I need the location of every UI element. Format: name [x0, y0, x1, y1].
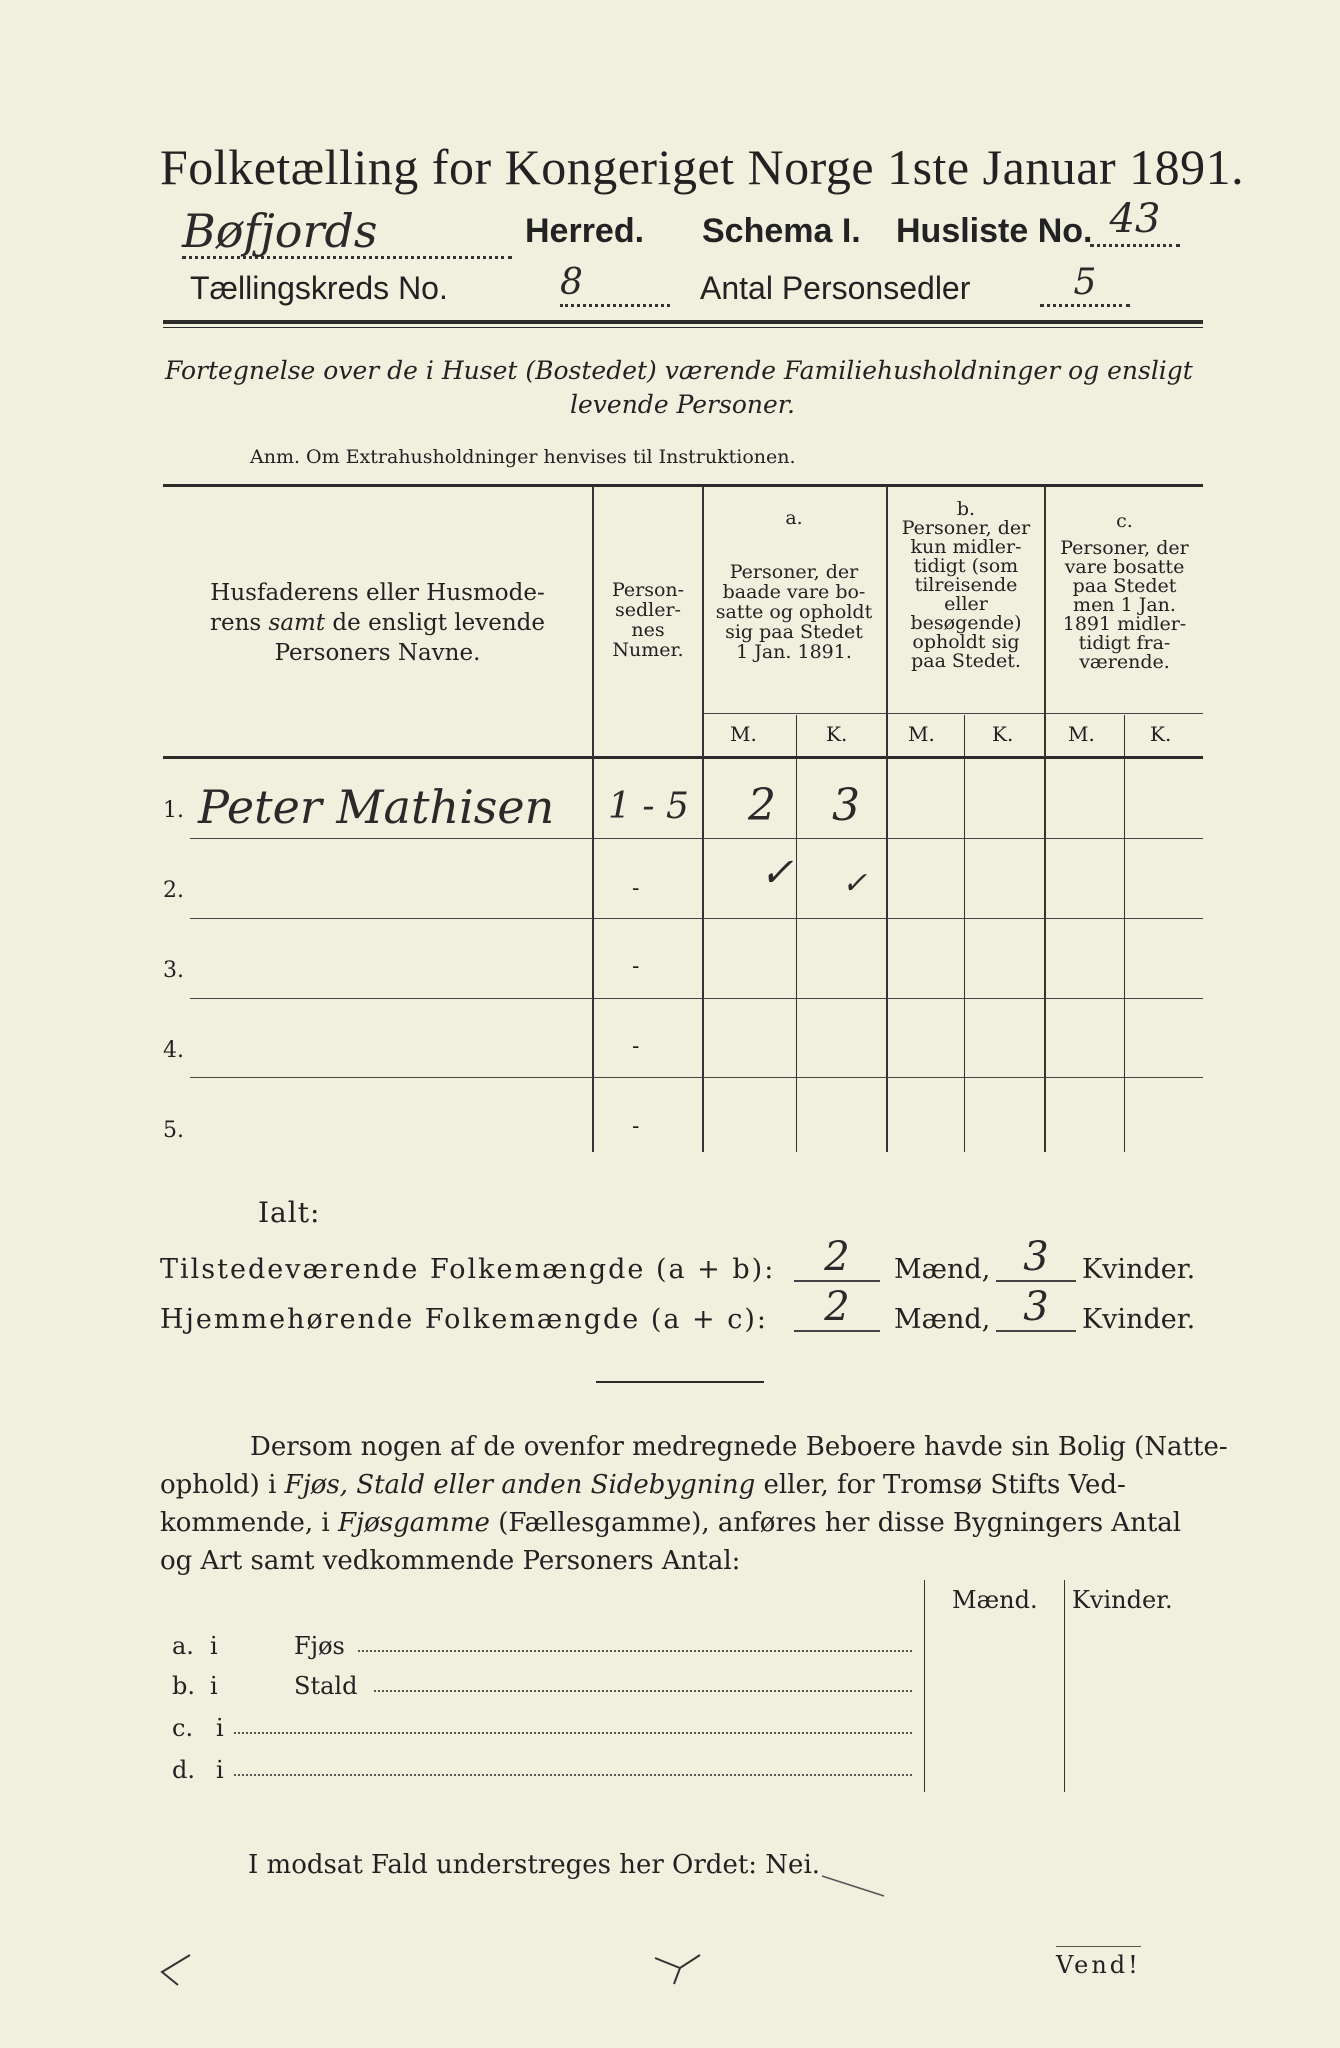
- col-name-header: Husfaderens eller Husmode- rens samt de ensligt levende Personers Navne.: [209, 580, 546, 666]
- row-rule: [190, 1077, 1203, 1078]
- col-divider-mk: [1124, 715, 1125, 1152]
- herred-label: Herred.: [525, 212, 645, 250]
- hjemme-maend-label: Mænd,: [894, 1304, 991, 1335]
- table-top-rule: [163, 484, 1203, 487]
- bolig-para-line1: Dersom nogen af de ovenfor medregnede Beboere havde sin Bolig (Natte-: [250, 1432, 1228, 1462]
- kreds-number: 8: [560, 262, 670, 307]
- tilstede-label: Tilstedeværende Folkemængde (a + b):: [160, 1254, 776, 1285]
- row-rule: [190, 918, 1203, 919]
- col-b-m: M.: [908, 722, 935, 746]
- bolig-dots: [234, 1774, 912, 1776]
- table-head-rule: [163, 756, 1203, 759]
- col-c-k: K.: [1150, 722, 1172, 746]
- person-name: Peter Mathisen: [198, 780, 555, 834]
- col-divider: [592, 486, 594, 1152]
- col-c-m: M.: [1068, 722, 1095, 746]
- person-number: 1 - 5: [608, 786, 689, 827]
- person-number: -: [632, 876, 640, 901]
- bolig-para-line2: ophold) i Fjøs, Stald eller anden Sidebygning eller, for Tromsø Stifts Ved-: [160, 1470, 1126, 1500]
- herred-value: Bøfjords: [182, 204, 512, 259]
- antal-label: Antal Personsedler: [700, 270, 971, 306]
- person-number: -: [632, 954, 640, 979]
- bolig-letter: b.: [172, 1672, 195, 1700]
- col-c-header: c. Personer, der vare bosatte paa Stedet men 1 Jan. 1891 midler- tidigt fra- værende.: [1060, 510, 1189, 673]
- pencil-mark-icon: [650, 1950, 710, 1990]
- pencil-stroke-icon: [820, 1872, 890, 1902]
- tilstede-kvinder-label: Kvinder.: [1082, 1254, 1196, 1285]
- bolig-para-line3: kommende, i Fjøsgamme (Fællesgamme), anføres her disse Bygningers Antal: [160, 1508, 1182, 1538]
- bolig-kvinder-header: Kvinder.: [1072, 1586, 1173, 1614]
- hjemme-label: Hjemmehørende Folkemængde (a + c):: [160, 1304, 768, 1335]
- tilstede-kvinder-value: 3: [996, 1234, 1076, 1282]
- bolig-i: i: [216, 1756, 224, 1784]
- a-k-value: 3: [832, 780, 860, 831]
- col-a-header: a. Personer, der baade vare bo- satte og opholdt sig paa Stedet 1 Jan. 1891.: [715, 507, 873, 663]
- kreds-label: Tællingskreds No.: [190, 270, 448, 306]
- pencil-mark-icon: [150, 1950, 210, 1990]
- bolig-letter: d.: [172, 1756, 195, 1784]
- hjemme-kvinder-label: Kvinder.: [1082, 1304, 1196, 1335]
- header-rule-thin: [163, 327, 1203, 328]
- bolig-dots: [358, 1650, 912, 1652]
- intro-line1: Fortegnelse over de i Huset (Bostedet) værende Familiehusholdninger og ensligt: [165, 356, 1193, 385]
- schema-label: Schema I.: [702, 212, 861, 250]
- row-number: 5.: [163, 1118, 184, 1143]
- bolig-i: i: [210, 1632, 218, 1660]
- header-rule: [163, 320, 1203, 324]
- col-a-k: K.: [826, 722, 848, 746]
- vend-label: Vend!: [1056, 1946, 1141, 1979]
- anm-note: Anm. Om Extrahusholdninger henvises til Instruktionen.: [250, 446, 796, 468]
- bolig-col-divider: [924, 1580, 925, 1792]
- nei-instruction: I modsat Fald understreges her Ordet: Nei.: [248, 1850, 821, 1880]
- bolig-i: i: [210, 1672, 218, 1700]
- ialt-label: Ialt:: [258, 1196, 321, 1229]
- tilstede-maend-value: 2: [794, 1234, 880, 1282]
- person-number: -: [632, 1034, 640, 1059]
- bolig-dots: [234, 1732, 912, 1734]
- bolig-letter: a.: [172, 1632, 194, 1660]
- col-b-header: b. Personer, der kun midler- tidigt (som tilreisende eller besøgende) opholdt sig paa Stedet.: [901, 498, 1031, 672]
- mk-rule: [703, 713, 1203, 714]
- row-number: 4.: [163, 1038, 184, 1063]
- row-number: 3.: [163, 958, 184, 983]
- row-rule: [190, 998, 1203, 999]
- form-title: Folketælling for Kongeriget Norge 1ste Januar 1891.: [160, 139, 1245, 195]
- col-divider-mk: [964, 715, 965, 1152]
- bolig-i: i: [216, 1714, 224, 1742]
- tilstede-maend-label: Mænd,: [894, 1254, 991, 1285]
- row-number: 1.: [163, 798, 184, 823]
- husliste-label: Husliste No.: [896, 212, 1093, 250]
- bolig-col-divider: [1064, 1580, 1065, 1792]
- bolig-maend-header: Mænd.: [952, 1586, 1038, 1614]
- a-m-value: 2: [748, 780, 776, 831]
- bolig-label: Fjøs: [294, 1632, 345, 1660]
- intro-line2: levende Personer.: [570, 390, 795, 419]
- hjemme-maend-value: 2: [794, 1284, 880, 1332]
- col-number-header: Person- sedler- nes Numer.: [611, 579, 685, 661]
- a-m-check: ✓: [760, 850, 794, 896]
- person-number: -: [632, 1114, 640, 1139]
- hjemme-kvinder-value: 3: [996, 1284, 1076, 1332]
- a-k-check: ✓: [842, 866, 868, 901]
- bolig-label: Stald: [294, 1672, 358, 1700]
- col-a-m: M.: [730, 722, 757, 746]
- bolig-dots: [374, 1690, 912, 1692]
- section-divider: [596, 1381, 764, 1383]
- husliste-number: 43: [1090, 196, 1180, 247]
- col-b-k: K.: [992, 722, 1014, 746]
- row-number: 2.: [163, 878, 184, 903]
- antal-value: 5: [1040, 262, 1130, 307]
- col-divider-mk: [796, 715, 797, 1152]
- bolig-letter: c.: [172, 1714, 194, 1742]
- row-rule: [190, 838, 1203, 839]
- bolig-para-line4: og Art samt vedkommende Personers Antal:: [160, 1546, 741, 1576]
